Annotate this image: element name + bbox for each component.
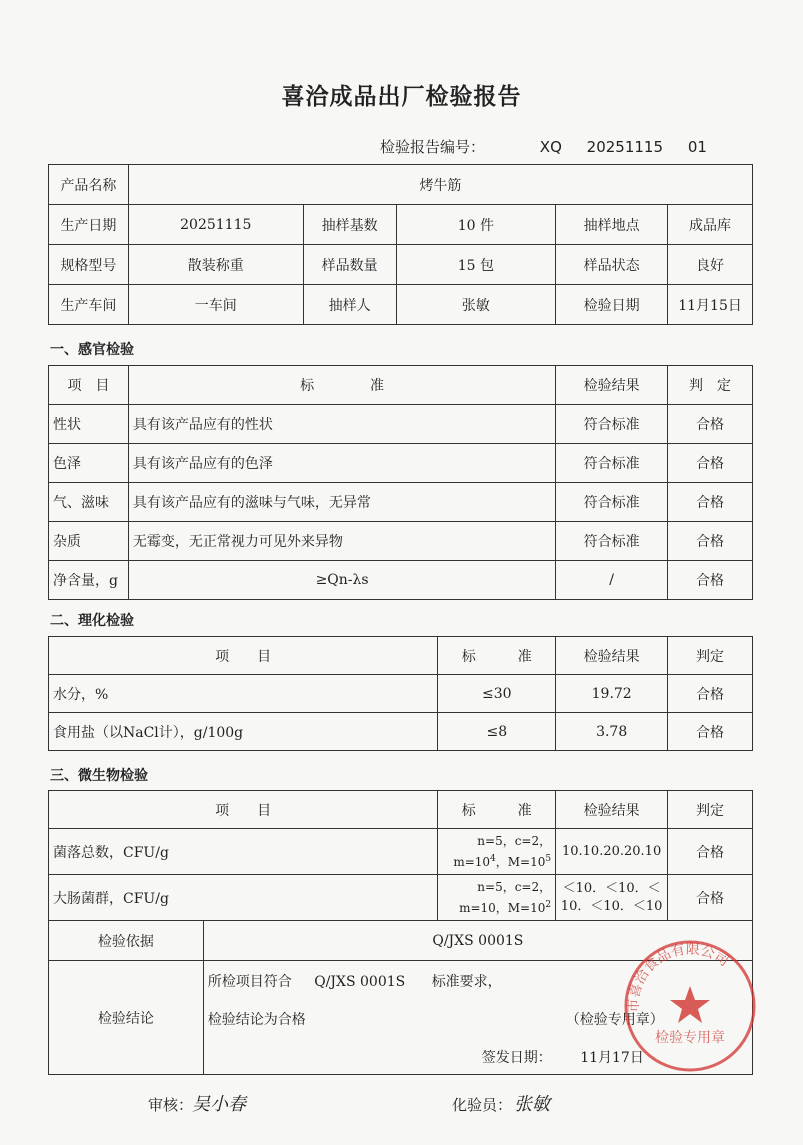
sensory-header-std: 标 准 bbox=[128, 366, 555, 405]
sensory-std: ≥Qn-λs bbox=[128, 561, 555, 600]
sensory-std: 具有该产品应有的滋味与气味，无异常 bbox=[128, 483, 555, 522]
conclusion-line1 bbox=[208, 971, 502, 991]
physchem-item: 食用盐（以NaCl计），g/100g bbox=[49, 713, 438, 751]
qty-label: 样品数量 bbox=[303, 245, 396, 285]
sensory-std: 具有该产品应有的性状 bbox=[128, 405, 555, 444]
physchem-result: 3.78 bbox=[556, 713, 668, 751]
spec-label: 规格型号 bbox=[49, 245, 129, 285]
spec-value: 散装称重 bbox=[128, 245, 303, 285]
product-name-label: 产品名称 bbox=[49, 165, 129, 205]
info-table bbox=[48, 164, 753, 325]
report-number bbox=[380, 136, 707, 157]
sensory-item: 净含量，g bbox=[49, 561, 129, 600]
base-value: 10 件 bbox=[396, 205, 556, 245]
section-micro-title: 三、微生物检验 bbox=[50, 768, 148, 784]
table-row bbox=[49, 561, 753, 600]
table-row bbox=[49, 675, 753, 713]
seal-note: （检验专用章） bbox=[565, 1012, 664, 1028]
reviewer-label: 审核： bbox=[148, 1096, 194, 1114]
conclusion-text-a: 所检项目符合 bbox=[207, 974, 292, 990]
sensory-header-result: 检验结果 bbox=[556, 366, 668, 405]
sensory-result: 符合标准 bbox=[556, 444, 668, 483]
micro-std bbox=[438, 829, 556, 875]
basis-label: 检验依据 bbox=[49, 921, 204, 961]
report-number-label: 检验报告编号： bbox=[380, 138, 486, 156]
stamp-ring-text: 市喜洽食品有限公司 bbox=[625, 941, 732, 1013]
physchem-judge: 合格 bbox=[668, 713, 753, 751]
sensory-std: 无霉变，无正常视力可见外来异物 bbox=[128, 522, 555, 561]
sensory-judge: 合格 bbox=[668, 483, 753, 522]
issue-date bbox=[482, 1047, 644, 1067]
micro-std-line1: n=5，c=2， bbox=[477, 834, 552, 848]
qty-value: 15 包 bbox=[396, 245, 556, 285]
physchem-table bbox=[48, 636, 753, 751]
table-row bbox=[49, 444, 753, 483]
micro-result-line2: 10．＜10．＜10 bbox=[560, 898, 663, 914]
micro-std-M-exp: 5 bbox=[545, 854, 552, 864]
conclusion-text-c: 标准要求， bbox=[431, 974, 502, 990]
micro-result bbox=[556, 875, 668, 921]
reviewer-signature: 吴小春 bbox=[192, 1094, 246, 1115]
basis-value: Q/JXS 0001S bbox=[203, 921, 752, 961]
micro-header-item: 项 目 bbox=[49, 791, 438, 829]
issue-date-label: 签发日期： bbox=[481, 1050, 552, 1066]
micro-header-result: 检验结果 bbox=[556, 791, 668, 829]
micro-item: 菌落总数，CFU/g bbox=[49, 829, 438, 875]
micro-std-m-exp: 4 bbox=[490, 854, 496, 864]
table-row bbox=[49, 713, 753, 751]
sampler-value: 张敏 bbox=[396, 285, 556, 325]
micro-header-judge: 判定 bbox=[668, 791, 753, 829]
site-value: 成品库 bbox=[668, 205, 753, 245]
state-label: 样品状态 bbox=[556, 245, 668, 285]
stamp-star-icon bbox=[670, 986, 710, 1023]
conclusion-line2: 检验结论为合格 bbox=[207, 1012, 306, 1028]
stamp-center-text: 检验专用章 bbox=[655, 1030, 725, 1046]
inspection-stamp bbox=[622, 938, 758, 1074]
physchem-result: 19.72 bbox=[556, 675, 668, 713]
prod-date-label: 生产日期 bbox=[49, 205, 129, 245]
conclusion-label: 检验结论 bbox=[49, 961, 204, 1075]
sensory-std: 具有该产品应有的色泽 bbox=[128, 444, 555, 483]
section-sensory-title: 一、感官检验 bbox=[50, 342, 134, 358]
sensory-result: / bbox=[556, 561, 668, 600]
micro-std-line1: n=5，c=2， bbox=[477, 880, 552, 894]
physchem-header-result: 检验结果 bbox=[556, 637, 668, 675]
table-row bbox=[49, 829, 753, 875]
micro-result-line1: ＜10．＜10．＜ bbox=[562, 880, 661, 896]
sensory-item: 性状 bbox=[49, 405, 129, 444]
sensory-judge: 合格 bbox=[668, 561, 753, 600]
sampler-label: 抽样人 bbox=[303, 285, 396, 325]
inspector-signature: 张敏 bbox=[514, 1094, 550, 1115]
micro-item: 大肠菌群，CFU/g bbox=[49, 875, 438, 921]
prod-date: 20251115 bbox=[128, 205, 303, 245]
report-title: 喜洽成品出厂检验报告 bbox=[281, 84, 522, 110]
base-label: 抽样基数 bbox=[303, 205, 396, 245]
sensory-table bbox=[48, 365, 753, 600]
physchem-header-item: 项 目 bbox=[49, 637, 438, 675]
sensory-item: 杂质 bbox=[49, 522, 129, 561]
physchem-std: ≤8 bbox=[438, 713, 556, 751]
insp-date-value: 11月15日 bbox=[668, 285, 753, 325]
section-physchem-title: 二、理化检验 bbox=[50, 613, 134, 629]
micro-std-m: m=10 bbox=[453, 855, 491, 869]
micro-std-M-exp: 2 bbox=[545, 900, 552, 910]
sensory-judge: 合格 bbox=[668, 522, 753, 561]
inspector-label: 化验员： bbox=[452, 1096, 513, 1114]
report-prefix: XQ bbox=[539, 138, 562, 156]
micro-judge: 合格 bbox=[668, 829, 753, 875]
table-row bbox=[49, 405, 753, 444]
sensory-header-judge: 判 定 bbox=[668, 366, 753, 405]
sensory-result: 符合标准 bbox=[556, 522, 668, 561]
state-value: 良好 bbox=[668, 245, 753, 285]
site-label: 抽样地点 bbox=[556, 205, 668, 245]
micro-std-mM: m=10，M=10 bbox=[459, 901, 546, 915]
micro-header-std: 标 准 bbox=[438, 791, 556, 829]
conclusion-standard: Q/JXS 0001S bbox=[314, 974, 406, 990]
report-seq: 01 bbox=[687, 138, 707, 156]
physchem-item: 水分，% bbox=[49, 675, 438, 713]
micro-std-M: ，M=10 bbox=[495, 855, 546, 869]
table-row bbox=[49, 483, 753, 522]
sensory-result: 符合标准 bbox=[556, 483, 668, 522]
table-row bbox=[49, 875, 753, 921]
physchem-std: ≤30 bbox=[438, 675, 556, 713]
sensory-result: 符合标准 bbox=[556, 405, 668, 444]
issue-date-value: 11月17日 bbox=[580, 1050, 644, 1066]
sensory-item: 色泽 bbox=[49, 444, 129, 483]
sensory-judge: 合格 bbox=[668, 405, 753, 444]
physchem-header-std: 标 准 bbox=[438, 637, 556, 675]
sensory-header-item: 项 目 bbox=[49, 366, 129, 405]
physchem-judge: 合格 bbox=[668, 675, 753, 713]
sensory-judge: 合格 bbox=[668, 444, 753, 483]
micro-result: 10.10.20.20.10 bbox=[556, 829, 668, 875]
product-name: 烤牛筋 bbox=[128, 165, 752, 205]
insp-date-label: 检验日期 bbox=[556, 285, 668, 325]
micro-std-line2 bbox=[442, 896, 551, 917]
sensory-item: 气、滋味 bbox=[49, 483, 129, 522]
workshop-value: 一车间 bbox=[128, 285, 303, 325]
workshop-label: 生产车间 bbox=[49, 285, 129, 325]
report-date: 20251115 bbox=[586, 138, 664, 156]
physchem-header-judge: 判定 bbox=[668, 637, 753, 675]
micro-judge: 合格 bbox=[668, 875, 753, 921]
micro-std bbox=[438, 875, 556, 921]
table-row bbox=[49, 522, 753, 561]
micro-std-line2 bbox=[442, 850, 551, 871]
